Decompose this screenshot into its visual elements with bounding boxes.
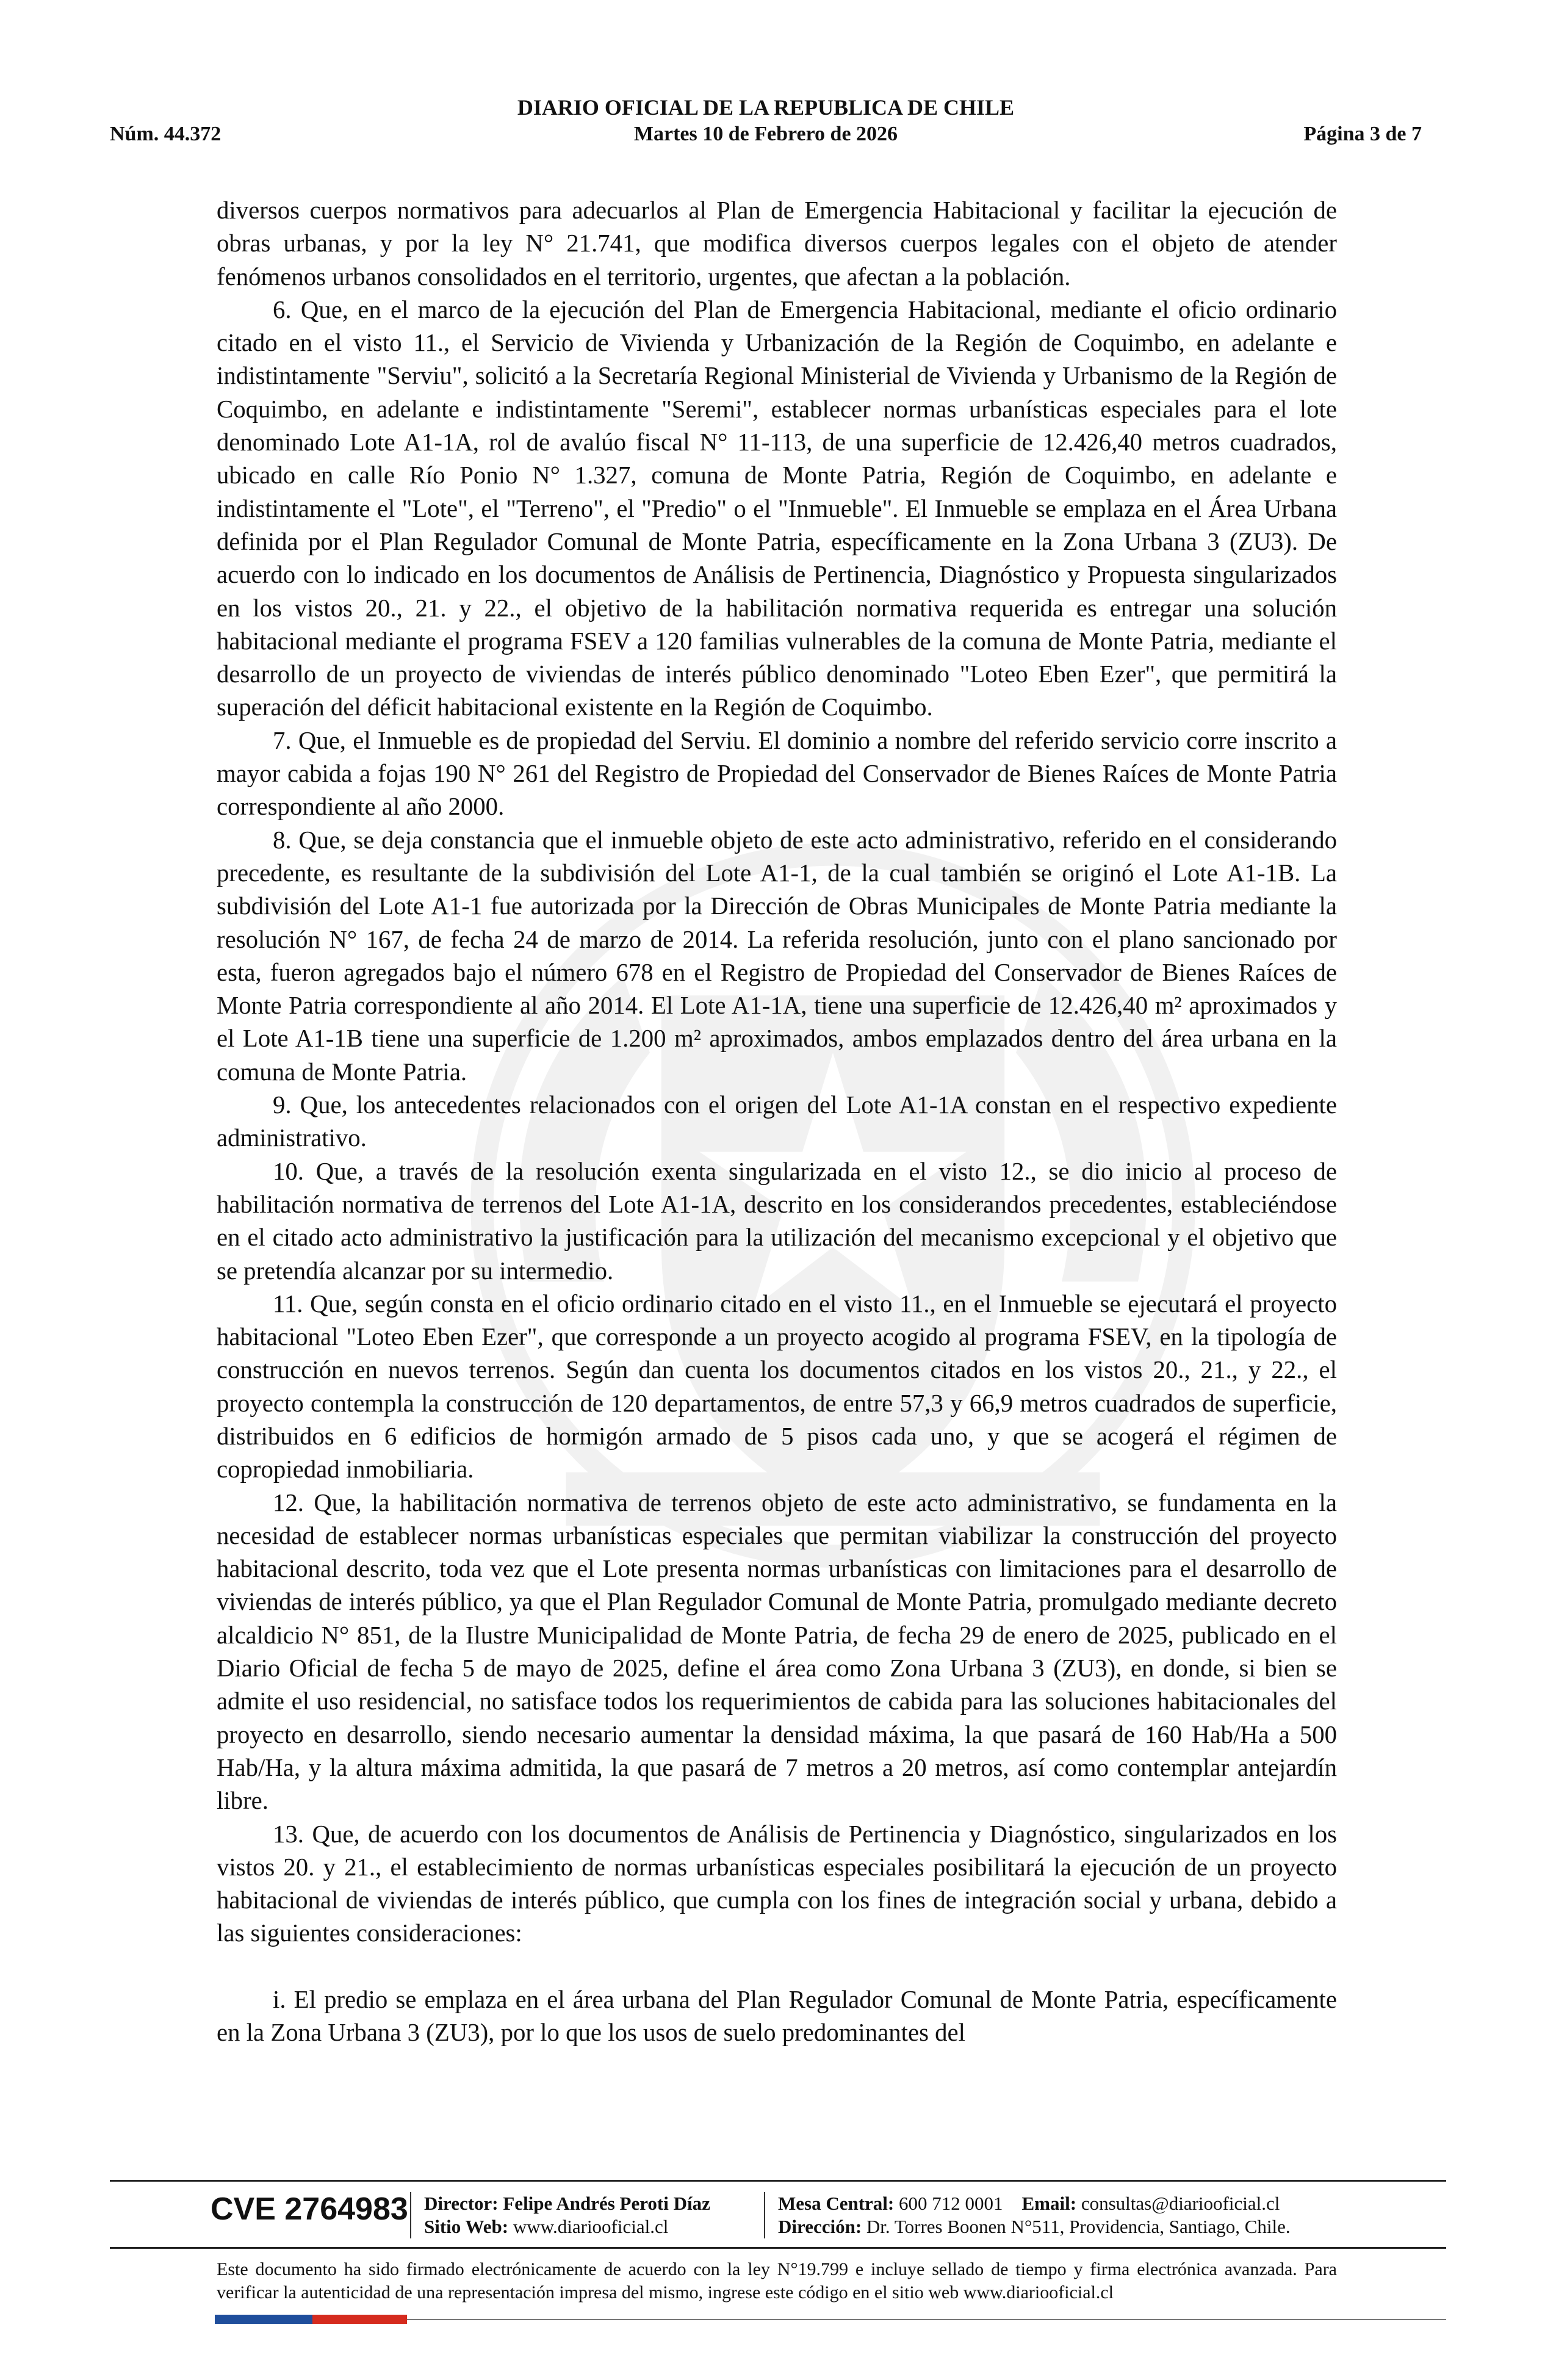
cve-code: CVE 2764983: [211, 2191, 408, 2227]
gazette-title: DIARIO OFICIAL DE LA REPUBLICA DE CHILE: [517, 95, 1015, 120]
footer-separator-2: [764, 2192, 765, 2238]
footer-top-rule: [110, 2180, 1446, 2182]
flag-stripe-blue: [215, 2315, 312, 2324]
paragraph-13: 13. Que, de acuerdo con los documentos de Análisis de Pertinencia y Diagnóstico, singularizados en los vistos 20. y 21., el establecimiento de normas urbanísticas especiales posibilitará la ejecución de un proyecto habitacional de viviendas de interés público, que cumpla con los fines de integración social y urbana, debido a las siguientes consideraciones:: [217, 1820, 1337, 1947]
address-value: Dr. Torres Boonen N°511, Providencia, Santiago, Chile.: [866, 2216, 1291, 2237]
footer-director-block: [424, 2192, 710, 2238]
document-body: [217, 194, 1337, 2049]
paragraph-12: 12. Que, la habilitación normativa de terrenos objeto de este acto administrativo, se fundamenta en la necesidad de establecer normas urbanísticas especiales que permitan viabilizar la construcción del proyecto habitacional descrito, toda vez que el Lote presenta normas urbanísticas con limitaciones para el desarrollo de viviendas de interés público, ya que el Plan Regulador Comunal de Monte Patria, promulgado mediante decreto alcaldicio N° 851, de la Ilustre Municipalidad de Monte Patria, de fecha 29 de enero de 2025, publicado en el Diario Oficial de fecha 5 de mayo de 2025, define el área como Zona Urbana 3 (ZU3), en donde, si bien se admite el uso residencial, no satisface todos los requerimientos de cabida para las soluciones habitacionales del proyecto en desarrollo, siendo necesario aumentar la densidad máxima, la que pasará de 160 Hab/Ha a 500 Hab/Ha, y la altura máxima admitida, la que pasará de 7 metros a 20 metros, así como contemplar antejardín libre.: [217, 1488, 1337, 1815]
paragraph-7: 7. Que, el Inmueble es de propiedad del Serviu. El dominio a nombre del referido servicio corre inscrito a mayor cabida a fojas 190 N° 261 del Registro de Propiedad del Conservador de Bienes Raíces de Monte Patria correspondiente al año 2000.: [217, 726, 1337, 821]
issue-number: Núm. 44.372: [110, 123, 222, 145]
flag-stripe-red: [312, 2315, 407, 2324]
site-link[interactable]: www.diariooficial.cl: [513, 2216, 669, 2237]
paragraph-continuation: diversos cuerpos normativos para adecuarlos al Plan de Emergencia Habitacional y facilitar la ejecución de obras urbanas, y por la ley N° 21.741, que modifica diversos cuerpos legales con el objeto de atender fenómenos urbanos consolidados en el territorio, urgentes, que afectan a la población.: [217, 197, 1337, 290]
page-number: Página 3 de 7: [1303, 123, 1422, 145]
director-label: Director:: [424, 2193, 499, 2214]
page-header: [110, 95, 1422, 150]
footer-mid-rule: [110, 2247, 1446, 2249]
footer-separator-1: [410, 2192, 411, 2238]
paragraph-item-i: i. El predio se emplaza en el área urbana del Plan Regulador Comunal de Monte Patria, específicamente en la Zona Urbana 3 (ZU3), por lo que los usos de suelo predominantes del: [217, 1985, 1337, 2047]
issue-date: Martes 10 de Febrero de 2026: [633, 123, 898, 145]
email-link[interactable]: consultas@diariooficial.cl: [1081, 2193, 1280, 2214]
director-name: Felipe Andrés Peroti Díaz: [503, 2193, 710, 2214]
signature-disclaimer: Este documento ha sido firmado electrónicamente de acuerdo con la ley N°19.799 e incluye sellado de tiempo y firma electrónica avanzada. Para verificar la autenticidad de una representación impresa del mismo, ingrese este código en el sitio web www.diariooficial.cl: [217, 2259, 1337, 2302]
site-label: Sitio Web:: [424, 2216, 509, 2237]
paragraph-6: 6. Que, en el marco de la ejecución del Plan de Emergencia Habitacional, mediante el oficio ordinario citado en el visto 11., el Servicio de Vivienda y Urbanización de la Región de Coquimbo, en adelante e indistintamente "Serviu", solicitó a la Secretaría Regional Ministerial de Vivienda y Urbanismo de la Región de Coquimbo, en adelante e indistintamente "Seremi", establecer normas urbanísticas especiales para el lote denominado Lote A1-1A, rol de avalúo fiscal N° 11-113, de una superficie de 12.426,40 metros cuadrados, ubicado en calle Río Ponio N° 1.327, comuna de Monte Patria, Región de Coquimbo, en adelante e indistintamente el "Lote", el "Terreno", el "Predio" o el "Inmueble". El Inmueble se emplaza en el Área Urbana definida por el Plan Regulador Comunal de Monte Patria, específicamente en la Zona Urbana 3 (ZU3). De acuerdo con lo indicado en los documentos de Análisis de Pertinencia, Diagnóstico y Propuesta singularizados en los vistos 20., 21. y 22., el objetivo de la habilitación normativa requerida es entregar una solución habitacional mediante el programa FSEV a 120 familias vulnerables de la comuna de Monte Patria, mediante el desarrollo de un proyecto de viviendas de interés público denominado "Loteo Eben Ezer", que permitirá la superación del déficit habitacional existente en la Región de Coquimbo.: [217, 295, 1337, 721]
footer-bottom-rule: [407, 2319, 1446, 2320]
paragraph-10: 10. Que, a través de la resolución exenta singularizada en el visto 12., se dio inicio al proceso de habilitación normativa de terrenos del Lote A1-1A, descrito en los considerandos precedentes, estableciéndose en el citado acto administrativo la justificación para la utilización del mecanismo excepcional y el objetivo que se pretendía alcanzar por su intermedio.: [217, 1157, 1337, 1285]
paragraph-11: 11. Que, según consta en el oficio ordinario citado en el visto 11., en el Inmueble se ejecutará el proyecto habitacional "Loteo Eben Ezer", que corresponde a un proyecto acogido al programa FSEV, en la tipología de construcción en nuevos terrenos. Según dan cuenta los documentos citados en los vistos 20., 21., y 22., el proyecto contempla la construcción de 120 departamentos, de entre 57,3 y 66,9 metros cuadrados de superficie, distribuidos en 6 edificios de hormigón armado de 5 pisos cada uno, y que se acogerá el régimen de copropiedad inmobiliaria.: [217, 1289, 1337, 1484]
mesa-phone: 600 712 0001: [899, 2193, 1003, 2214]
address-label: Dirección:: [778, 2216, 862, 2237]
mesa-label: Mesa Central:: [778, 2193, 895, 2214]
footer-contact-block: [778, 2192, 1291, 2238]
paragraph-8: 8. Que, se deja constancia que el inmueble objeto de este acto administrativo, referido en el considerando precedente, es resultante de la subdivisión del Lote A1-1, de la cual también se originó el Lote A1-1B. La subdivisión del Lote A1-1 fue autorizada por la Dirección de Obras Municipales de Monte Patria mediante la resolución N° 167, de fecha 24 de marzo de 2014. La referida resolución, junto con el plano sancionado por esta, fueron agregados bajo el número 678 en el Registro de Propiedad del Conservador de Bienes Raíces de Monte Patria correspondiente al año 2014. El Lote A1-1A, tiene una superficie de 12.426,40 m² aproximados y el Lote A1-1B tiene una superficie de 1.200 m² aproximados, ambos emplazados dentro del área urbana en la comuna de Monte Patria.: [217, 826, 1337, 1086]
email-label: Email:: [1021, 2193, 1077, 2214]
paragraph-9: 9. Que, los antecedentes relacionados con el origen del Lote A1-1A constan en el respectivo expediente administrativo.: [217, 1091, 1337, 1152]
